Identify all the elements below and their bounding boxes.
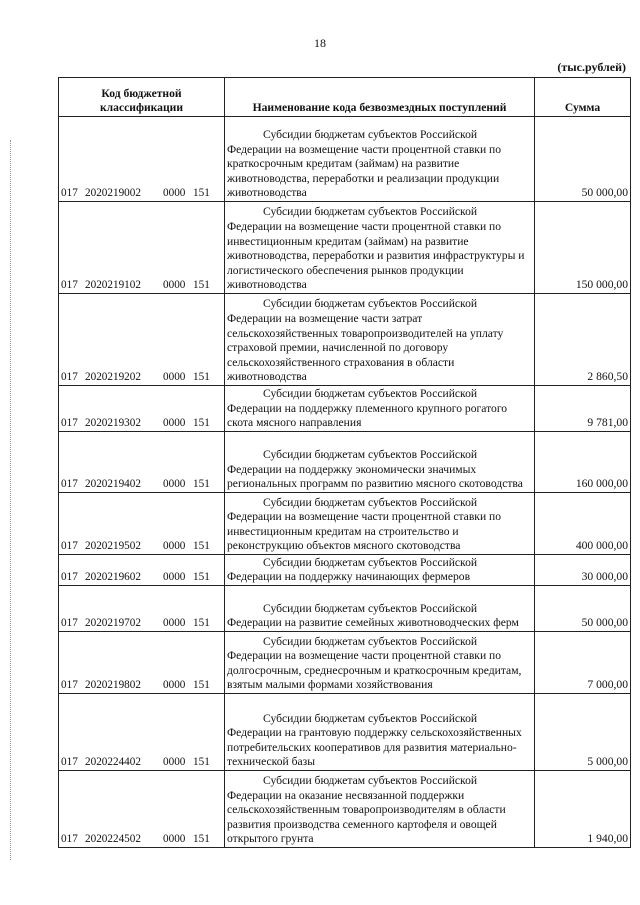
budget-code-cell — [59, 432, 225, 493]
amount-cell: 160 000,00 — [535, 432, 631, 493]
kbk-code: 2020219502 — [85, 540, 141, 553]
kosgu-code: 151 — [193, 371, 210, 384]
budget-code-cell — [59, 493, 225, 555]
income-name-cell — [225, 632, 535, 694]
kosgu-code: 151 — [193, 571, 210, 584]
scan-edge-marks — [10, 140, 12, 860]
income-name-cell — [225, 294, 535, 386]
table-row — [59, 202, 631, 294]
admin-code: 017 — [61, 478, 78, 491]
kbk-code: 2020219602 — [85, 571, 141, 584]
table-row — [59, 117, 631, 202]
kosgu-code: 151 — [193, 756, 210, 769]
table-row — [59, 432, 631, 493]
income-name-text: Субсидии бюджетам субъектов Российской Федерации на оказание несвязанной поддержки сельскохозяйственным товаропроизводителям в области развития производства семенного картофеля и овощей открытого грунта — [227, 774, 506, 846]
kosgu-code: 151 — [193, 417, 210, 430]
table-row — [59, 586, 631, 632]
header-name: Наименование кода безвозмездных поступлений — [225, 78, 535, 117]
budget-code-cell — [59, 586, 225, 632]
income-name-text: Субсидии бюджетам субъектов Российской Федерации на поддержку начинающих фермеров — [227, 555, 478, 584]
budget-code-cell — [59, 771, 225, 848]
income-name-text: Субсидии бюджетам субъектов Российской Федерации на возмещение части процентной ставки по инвестиционным кредитам на строительство и реконструкцию объектов мясного скотоводства — [227, 495, 502, 553]
kosgu-code: 151 — [193, 478, 210, 491]
income-name-text: Субсидии бюджетам субъектов Российской Федерации на возмещение части процентной ставки по инвестиционным кредитам (займам) на развитие животноводства, переработки и развития инфраструктуры и логистического обеспечения рынков продукции животноводства — [227, 205, 525, 292]
budget-code-cell — [59, 555, 225, 586]
budget-code-cell — [59, 117, 225, 202]
income-name-text: Субсидии бюджетам субъектов Российской Федерации на поддержку племенного крупного рогатого скота мясного направления — [227, 387, 508, 430]
header-code: Код бюджетной классификации — [59, 78, 225, 117]
kbk-code: 2020224502 — [85, 833, 141, 846]
amount-cell: 30 000,00 — [535, 555, 631, 586]
program-code: 0000 — [163, 540, 186, 553]
budget-code-cell — [59, 632, 225, 694]
kbk-code: 2020219302 — [85, 417, 141, 430]
program-code: 0000 — [163, 617, 186, 630]
income-name-text: Субсидии бюджетам субъектов Российской Федерации на грантовую поддержку сельскохозяйственных потребительских кооперативов для развития материально-технической базы — [227, 711, 522, 769]
admin-code: 017 — [61, 187, 78, 200]
program-code: 0000 — [163, 833, 186, 846]
income-name-text: Субсидии бюджетам субъектов Российской Федерации на возмещение части процентной ставки по краткосрочным кредитам (займам) на развитие животноводства, переработки и реализации продукции животноводства — [227, 128, 502, 200]
income-name-text: Субсидии бюджетам субъектов Российской Федерации на возмещение части затрат сельскохозяйственных товаропроизводителей на уплату страховой премии, начисленной по договору сельскохозяйственного страхования в области животноводства — [227, 297, 504, 384]
admin-code: 017 — [61, 833, 78, 846]
budget-table — [58, 77, 631, 848]
budget-code-cell — [59, 694, 225, 771]
admin-code: 017 — [61, 679, 78, 692]
kosgu-code: 151 — [193, 540, 210, 553]
program-code: 0000 — [163, 756, 186, 769]
income-name-text: Субсидии бюджетам субъектов Российской Федерации на развитие семейных животноводческих ферм — [227, 601, 519, 630]
income-name-cell — [225, 771, 535, 848]
amount-cell: 150 000,00 — [535, 202, 631, 294]
table-header-row — [59, 78, 631, 117]
amount-cell: 2 860,50 — [535, 294, 631, 386]
program-code: 0000 — [163, 417, 186, 430]
admin-code: 017 — [61, 540, 78, 553]
income-name-text: Субсидии бюджетам субъектов Российской Федерации на поддержку экономически значимых региональных программ по развитию мясного скотоводства — [227, 448, 523, 491]
kosgu-code: 151 — [193, 833, 210, 846]
kosgu-code: 151 — [193, 279, 210, 292]
kbk-code: 2020219402 — [85, 478, 141, 491]
kosgu-code: 151 — [193, 617, 210, 630]
admin-code: 017 — [61, 279, 78, 292]
table-row — [59, 771, 631, 848]
income-name-text: Субсидии бюджетам субъектов Российской Федерации на возмещение части процентной ставки по долгосрочным, среднесрочным и краткосрочным кредитам, взятым малыми формами хозяйствования — [227, 634, 522, 692]
admin-code: 017 — [61, 417, 78, 430]
income-name-cell — [225, 555, 535, 586]
income-name-cell — [225, 586, 535, 632]
amount-cell: 1 940,00 — [535, 771, 631, 848]
program-code: 0000 — [163, 571, 186, 584]
amount-cell: 7 000,00 — [535, 632, 631, 694]
amount-cell: 9 781,00 — [535, 386, 631, 432]
program-code: 0000 — [163, 371, 186, 384]
income-name-cell — [225, 117, 535, 202]
program-code: 0000 — [163, 679, 186, 692]
kosgu-code: 151 — [193, 679, 210, 692]
kbk-code: 2020219102 — [85, 279, 141, 292]
admin-code: 017 — [61, 617, 78, 630]
admin-code: 017 — [61, 371, 78, 384]
income-name-cell — [225, 386, 535, 432]
page-number: 18 — [314, 36, 326, 50]
program-code: 0000 — [163, 478, 186, 491]
amount-cell: 50 000,00 — [535, 586, 631, 632]
kbk-code: 2020224402 — [85, 756, 141, 769]
kbk-code: 2020219202 — [85, 371, 141, 384]
income-name-cell — [225, 432, 535, 493]
income-name-cell — [225, 493, 535, 555]
amount-cell: 5 000,00 — [535, 694, 631, 771]
budget-code-cell — [59, 202, 225, 294]
program-code: 0000 — [163, 187, 186, 200]
kbk-code: 2020219702 — [85, 617, 141, 630]
header-sum: Сумма — [535, 78, 631, 117]
budget-code-cell — [59, 386, 225, 432]
admin-code: 017 — [61, 756, 78, 769]
amount-cell: 50 000,00 — [535, 117, 631, 202]
table-row — [59, 555, 631, 586]
table-row — [59, 632, 631, 694]
kbk-code: 2020219002 — [85, 187, 141, 200]
table-row — [59, 694, 631, 771]
table-row — [59, 386, 631, 432]
program-code: 0000 — [163, 279, 186, 292]
kosgu-code: 151 — [193, 187, 210, 200]
admin-code: 017 — [61, 571, 78, 584]
kbk-code: 2020219802 — [85, 679, 141, 692]
amount-cell: 400 000,00 — [535, 493, 631, 555]
table-row — [59, 493, 631, 555]
table-row — [59, 294, 631, 386]
income-name-cell — [225, 202, 535, 294]
income-name-cell — [225, 694, 535, 771]
budget-code-cell — [59, 294, 225, 386]
units-label: (тыс.рублей) — [557, 60, 626, 74]
